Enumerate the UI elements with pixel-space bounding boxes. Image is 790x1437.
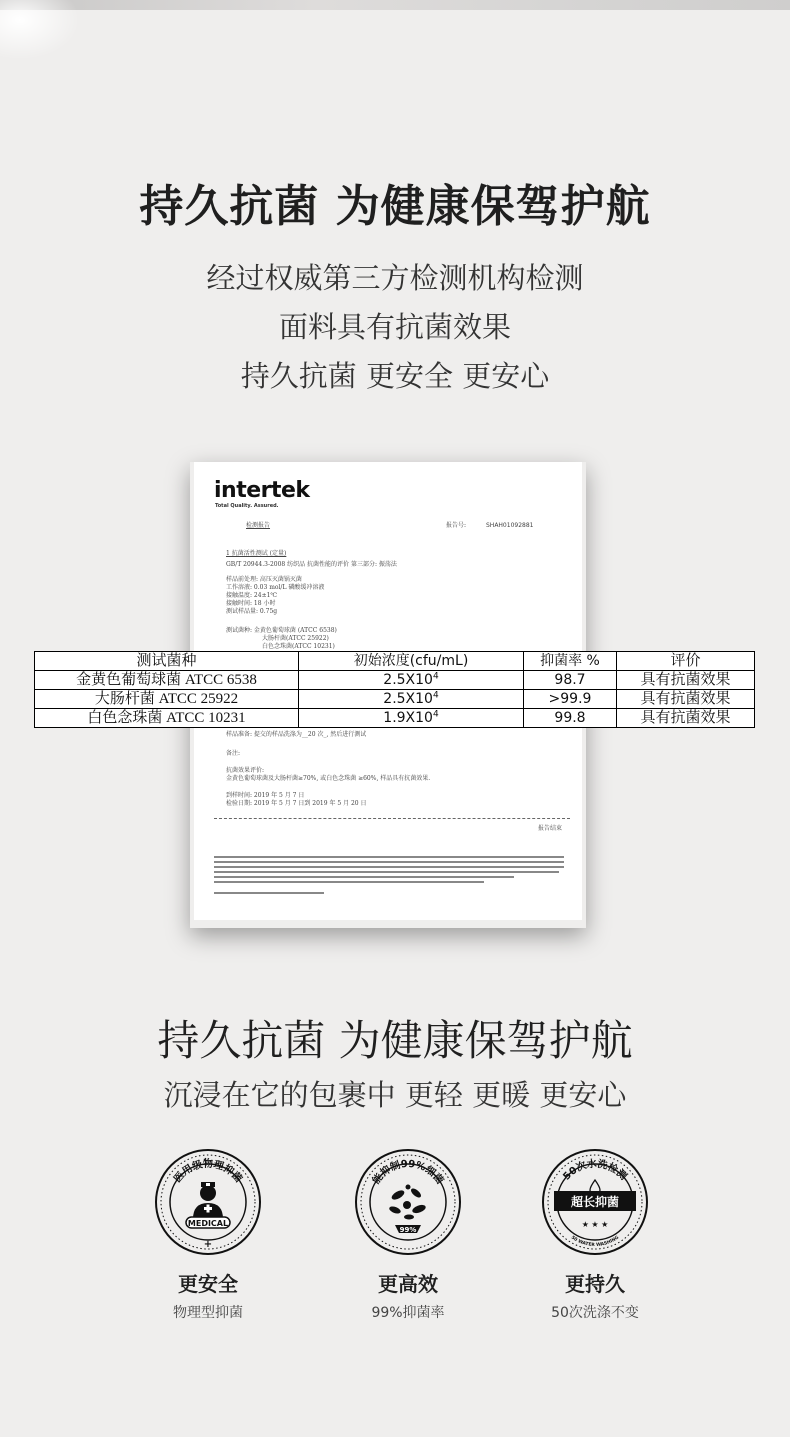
table-row xyxy=(35,690,755,709)
badge-subtitle: 99%抑菌率 xyxy=(371,1305,445,1321)
water-wash-icon xyxy=(540,1147,650,1257)
table-header: 测试菌种 xyxy=(35,652,299,671)
report-sample-note: 样品准备: 提交的样品洗涤为__20 次_, 然后进行测试 xyxy=(226,731,367,738)
report-param: 工作溶液: 0.03 mol/L 磷酸缓冲溶液 xyxy=(226,584,325,591)
report-no-label: 报告号: xyxy=(446,522,467,529)
strain-cell: 金黄色葡萄球菌 ATCC 6538 xyxy=(35,671,299,690)
report-standard: GB/T 20944.3-2008 纺织品 抗菌性能的评价 第三部分: 振荡法 xyxy=(226,561,397,568)
badge-ring-text: 50次水洗检测 xyxy=(561,1158,629,1183)
badge-inner-label: 超长抑菌 xyxy=(570,1195,620,1209)
report-param: 接触时间: 18 小时 xyxy=(226,600,276,607)
table-row xyxy=(35,709,755,728)
section-title: 持久抗菌 为健康保驾护航 xyxy=(157,1016,633,1065)
report-strain: 白色念珠菌(ATCC 10231) xyxy=(262,643,335,650)
logo-tagline: Total Quality. Assured. xyxy=(215,503,279,509)
table-header: 抑菌率 % xyxy=(524,652,617,671)
strain-cell: 白色念珠菌 ATCC 10231 xyxy=(35,709,299,728)
eval-cell: 具有抗菌效果 xyxy=(617,671,755,690)
rate-cell: 98.7 xyxy=(524,671,617,690)
table-header: 评价 xyxy=(617,652,755,671)
report-param: 样品前处理: 高压灭菌锅灭菌 xyxy=(226,576,302,583)
intro-line-3: 持久抗菌 更安全 更安心 xyxy=(240,359,550,393)
medical-doctor-icon xyxy=(153,1147,263,1257)
report-eval-title: 抗菌效果评价: xyxy=(226,767,265,774)
badge-ring-text: 能抑制99%细菌 xyxy=(370,1158,446,1187)
report-end: 报告结束 xyxy=(538,825,563,832)
report-received: 到样时间: 2019 年 5 月 7 日 xyxy=(226,792,305,799)
bacteria-icon xyxy=(353,1147,463,1257)
concentration-cell: $2.5X10^4$ xyxy=(299,690,524,709)
table-row xyxy=(35,671,755,690)
report-remark: 备注: xyxy=(226,750,241,757)
badge-title: 更持久 xyxy=(565,1272,625,1296)
report-param: 测试样品量: 0.75g xyxy=(226,608,278,615)
rate-cell: >99.9 xyxy=(524,690,617,709)
concentration-cell: $1.9X10^4$ xyxy=(299,709,524,728)
main-title: 持久抗菌 为健康保驾护航 xyxy=(139,181,651,232)
strain-cell: 大肠杆菌 ATCC 25922 xyxy=(35,690,299,709)
rate-cell: 99.8 xyxy=(524,709,617,728)
badge-ring-bottom: 50 WATER WASHING xyxy=(569,1235,621,1249)
intro-line-2: 面料具有抗菌效果 xyxy=(278,310,511,344)
badge-inner-label: MEDICAL xyxy=(187,1219,229,1228)
report-section: 1 抗菌活性测试 (定量) xyxy=(226,550,287,557)
result-table xyxy=(34,651,755,728)
eval-cell: 具有抗菌效果 xyxy=(617,709,755,728)
section-subtitle: 沉浸在它的包裹中 更轻 更暖 更安心 xyxy=(163,1078,627,1112)
report-tested: 检验日期: 2019 年 5 月 7 日到 2019 年 5 月 20 日 xyxy=(226,800,367,807)
badge-subtitle: 50次洗涤不变 xyxy=(551,1305,639,1321)
corner-highlight xyxy=(0,0,80,60)
badge-ring-text: 医用级物理抑菌 xyxy=(172,1159,244,1185)
badge-subtitle: 物理型抑菌 xyxy=(173,1305,243,1321)
report-type: 检测报告 xyxy=(246,522,271,529)
intro-line-1: 经过权威第三方检测机构检测 xyxy=(206,261,584,295)
intertek-logo: intertek xyxy=(214,478,310,503)
top-bar xyxy=(0,0,790,10)
badge-title: 更高效 xyxy=(378,1272,438,1296)
badge-inner-label: 99% xyxy=(399,1226,417,1234)
svg-text:+: + xyxy=(203,1239,213,1250)
badge-title: 更安全 xyxy=(178,1272,238,1296)
report-strains: 测试菌种: 金黄色葡萄球菌 (ATCC 6538) xyxy=(226,627,337,634)
fine-print xyxy=(214,856,566,904)
svg-text:★ ★ ★: ★ ★ ★ xyxy=(581,1220,609,1229)
eval-cell: 具有抗菌效果 xyxy=(617,690,755,709)
report-divider xyxy=(214,818,570,819)
concentration-cell: $2.5X10^4$ xyxy=(299,671,524,690)
report-no: SHAH01092881 xyxy=(486,522,534,529)
report-param: 接触温度: 24±1℃ xyxy=(226,592,278,599)
table-header: 初始浓度(cfu/mL) xyxy=(299,652,524,671)
report-eval-text: 金黄色葡萄球菌及大肠杆菌≥70%, 或白色念珠菌 ≥60%, 样品具有抗菌效果. xyxy=(226,775,431,782)
report-strain: 大肠杆菌(ATCC 25922) xyxy=(262,635,329,642)
table-header-row xyxy=(35,652,755,671)
